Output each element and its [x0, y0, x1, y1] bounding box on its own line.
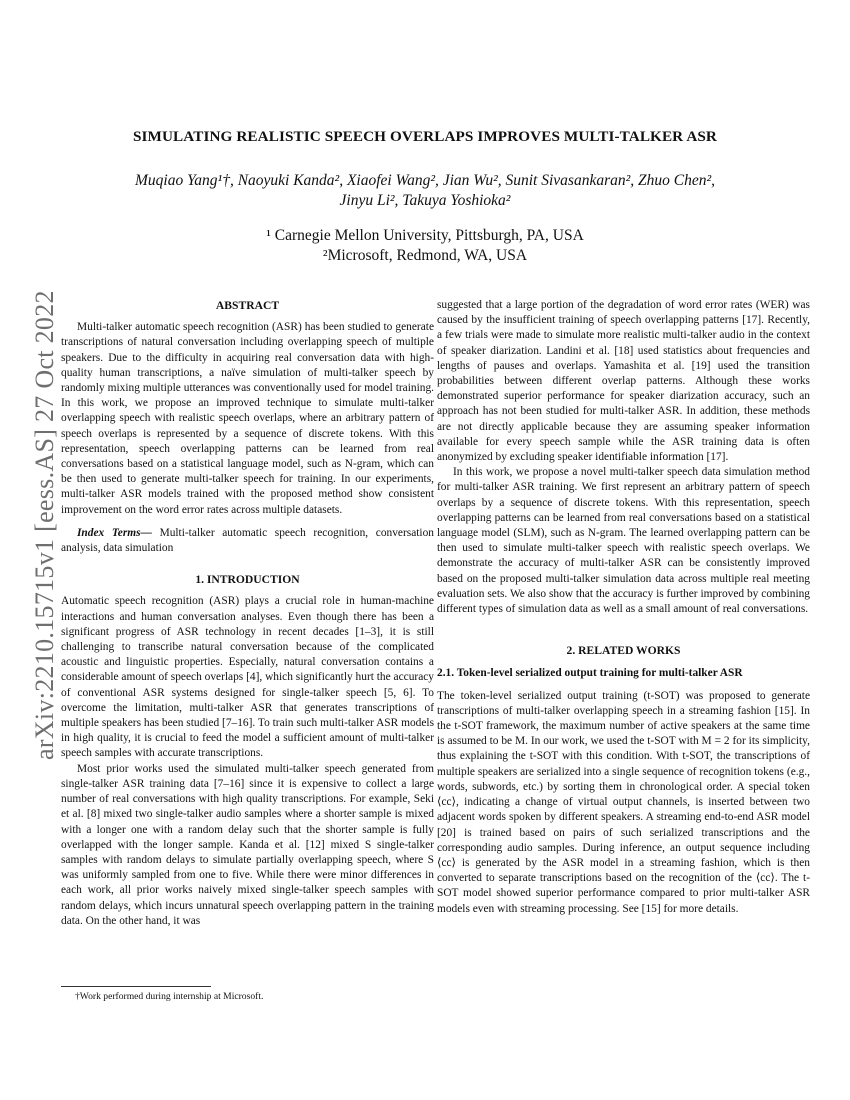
tsot-subheading: 2.1. Token-level serialized output training for multi-talker ASR: [437, 667, 743, 680]
tsot-paragraph: The token-level serialized output training (t-SOT) was proposed to generate transcriptions of multi-talker overlapping speech in a streaming fashion [15]. In the t-SOT framework, the maximum number of active speakers at the same time is assumed to be M. In our work, we used the t-SOT with M = 2 for its simplicity, thus explaining the t-SOT with this condition. With t-SOT, the transcriptions of multiple speakers are serialized into a single sequence of recognition tokens (e.g., words, subwords, etc.) by sorting them in chronological order. A special token ⟨cc⟩, indicating a change of virtual output channels, is inserted between two adjacent words spoken by different speakers. A streaming end-to-end ASR model [20] is trained based on pairs of such serialized transcriptions and the corresponding audio samples. During inference, an output sequence including ⟨cc⟩ is generated by the ASR model in a streaming fashion, which is then converted to separate transcriptions based on the recognition of the ⟨cc⟩. The t-SOT model showed superior performance compared to prior multi-talker ASR models even with streaming processing. See [15] for more details.: [437, 689, 810, 915]
affiliation-line-1: ¹ Carnegie Mellon University, Pittsburgh, PA, USA: [266, 227, 584, 244]
abstract-text: Multi-talker automatic speech recognition (ASR) has been studied to generate transcriptions of natural conversation including overlapping speech of multiple speakers. Due to the difficulty in acquiring real conversation data with high-quality human transcriptions, a naïve simulation of multi-talker speech by randomly mixing multiple utterances was conventionally used for model training. In this work, we propose an improved technique to simulate multi-talker overlapping speech with realistic speech overlaps, where an arbitrary pattern of speech overlaps is represented by a sequence of discrete tokens. With this representation, speech overlapping patterns can be learned from real conversations based on a statistical language model, such as N-gram, which can be then used to generate multi-talker speech for training. In our experiments, multi-talker ASR models trained with the proposed method show consistent improvement on the word error rates across multiple datasets.: [61, 321, 434, 516]
affiliation-line-2: ²Microsoft, Redmond, WA, USA: [322, 247, 528, 264]
left-column: [61, 298, 434, 929]
author-list: [100, 171, 750, 211]
author-line-1: Muqiao Yang¹†, Naoyuki Kanda², Xiaofei Wang², Jian Wu², Sunit Sivasankaran², Zhuo Chen²,: [135, 172, 715, 189]
arxiv-side-identifier: arXiv:2210.15715v1 [eess.AS] 27 Oct 2022: [30, 290, 59, 760]
introduction-paragraph-1: Automatic speech recognition (ASR) plays a crucial role in human-machine interactions and human conversation analyses. Even though there has been a significant progress of ASR technology in recent decades [1–3], it is still challenging to transcribe natural conversation because of the complicated acoustic and linguistic properties. Especially, natural conversation contains a considerable amount of speech overlaps [4], which significantly hurt the accuracy of conventional ASR systems designed for single-talker speech [5, 6]. To overcome the limitation, multi-talker ASR that generates transcriptions of multiple speakers has been studied [7–16]. To train such multi-talker ASR models in high quality, it is crucial to feed the model a sufficient amount of multi-talker speech samples with accurate transcriptions.: [61, 595, 434, 760]
footnote-text: †Work performed during internship at Microsoft.: [75, 991, 264, 1002]
abstract-heading: ABSTRACT: [215, 299, 280, 312]
affiliations: [150, 226, 700, 266]
introduction-paragraph-4: In this work, we propose a novel multi-talker speech data simulation method for multi-talker ASR training. We first represent an arbitrary pattern of speech overlaps by a sequence of discrete tokens. With this representation, speech overlapping patterns can be learned from real conversations based on a statistical language model (SLM), such as N-gram. The learned overlapping pattern can be then used to simulate multi-talker speech with realistic speech overlaps. We demonstrate the accuracy of multi-talker ASR can be consistently improved based on the proposed multi-talker simulation data across multiple real meeting evaluation sets. We also show that the accuracy is further improved by combining different types of simulation data as well as a small amount of real conversations.: [437, 466, 810, 616]
index-terms: [61, 526, 434, 556]
index-terms-text: Multi-talker automatic speech recognition, conversation analysis, data simulation: [61, 526, 434, 555]
introduction-paragraph-3: suggested that a large portion of the degradation of word error rates (WER) was caused by the insufficient training of speech overlapping patterns [17]. Recently, a few trials were made to simulate more realistic multi-talker audio in the context of speaker diarization. Landini et al. [18] used statistics about frequencies and lengths of pauses and overlaps. Yamashita et al. [19] used the transition probabilities between different overlap patterns. Although these works demonstrated superior performance for speaker diarization accuracy, such an approach has not been studied for multi-talker ASR. In addition, these methods are not directly applicable because they are assuming speaker information available for every speech sample while the ASR training data is often anonymized by excluding speaker identifiable information [17].: [437, 299, 810, 464]
author-line-2: Jinyu Li², Takuya Yoshioka²: [339, 192, 511, 209]
introduction-heading: 1. INTRODUCTION: [195, 573, 300, 587]
paper-title: SIMULATING REALISTIC SPEECH OVERLAPS IMPROVES MULTI-TALKER ASR: [133, 128, 717, 145]
footnote-rule: [61, 986, 211, 987]
introduction-paragraph-2: Most prior works used the simulated multi-talker speech generated from single-talker ASR training data [7–16] since it is expensive to collect a large number of real conversations with high quality transcriptions. For example, Seki et al. [8] mixed two single-talker audio samples where a shorter sample is mixed with a longer one with a random delay such that the shorter sample is fully overlapped with the longer sample. Kanda et al. [12] mixed S single-talker samples with random delays to simulate partially overlapping speech, where S was uniformly sampled from one to five. While there were minor differences in each work, all prior works naively mixed single-talker speech samples with random delays, which incurs unnatural speech overlapping pattern in the training data. On the other hand, it was: [61, 762, 434, 927]
related-works-heading: 2. RELATED WORKS: [566, 644, 681, 658]
index-terms-label: Index Terms—: [77, 526, 152, 539]
footnote: [61, 986, 434, 1002]
right-column: [437, 298, 810, 917]
